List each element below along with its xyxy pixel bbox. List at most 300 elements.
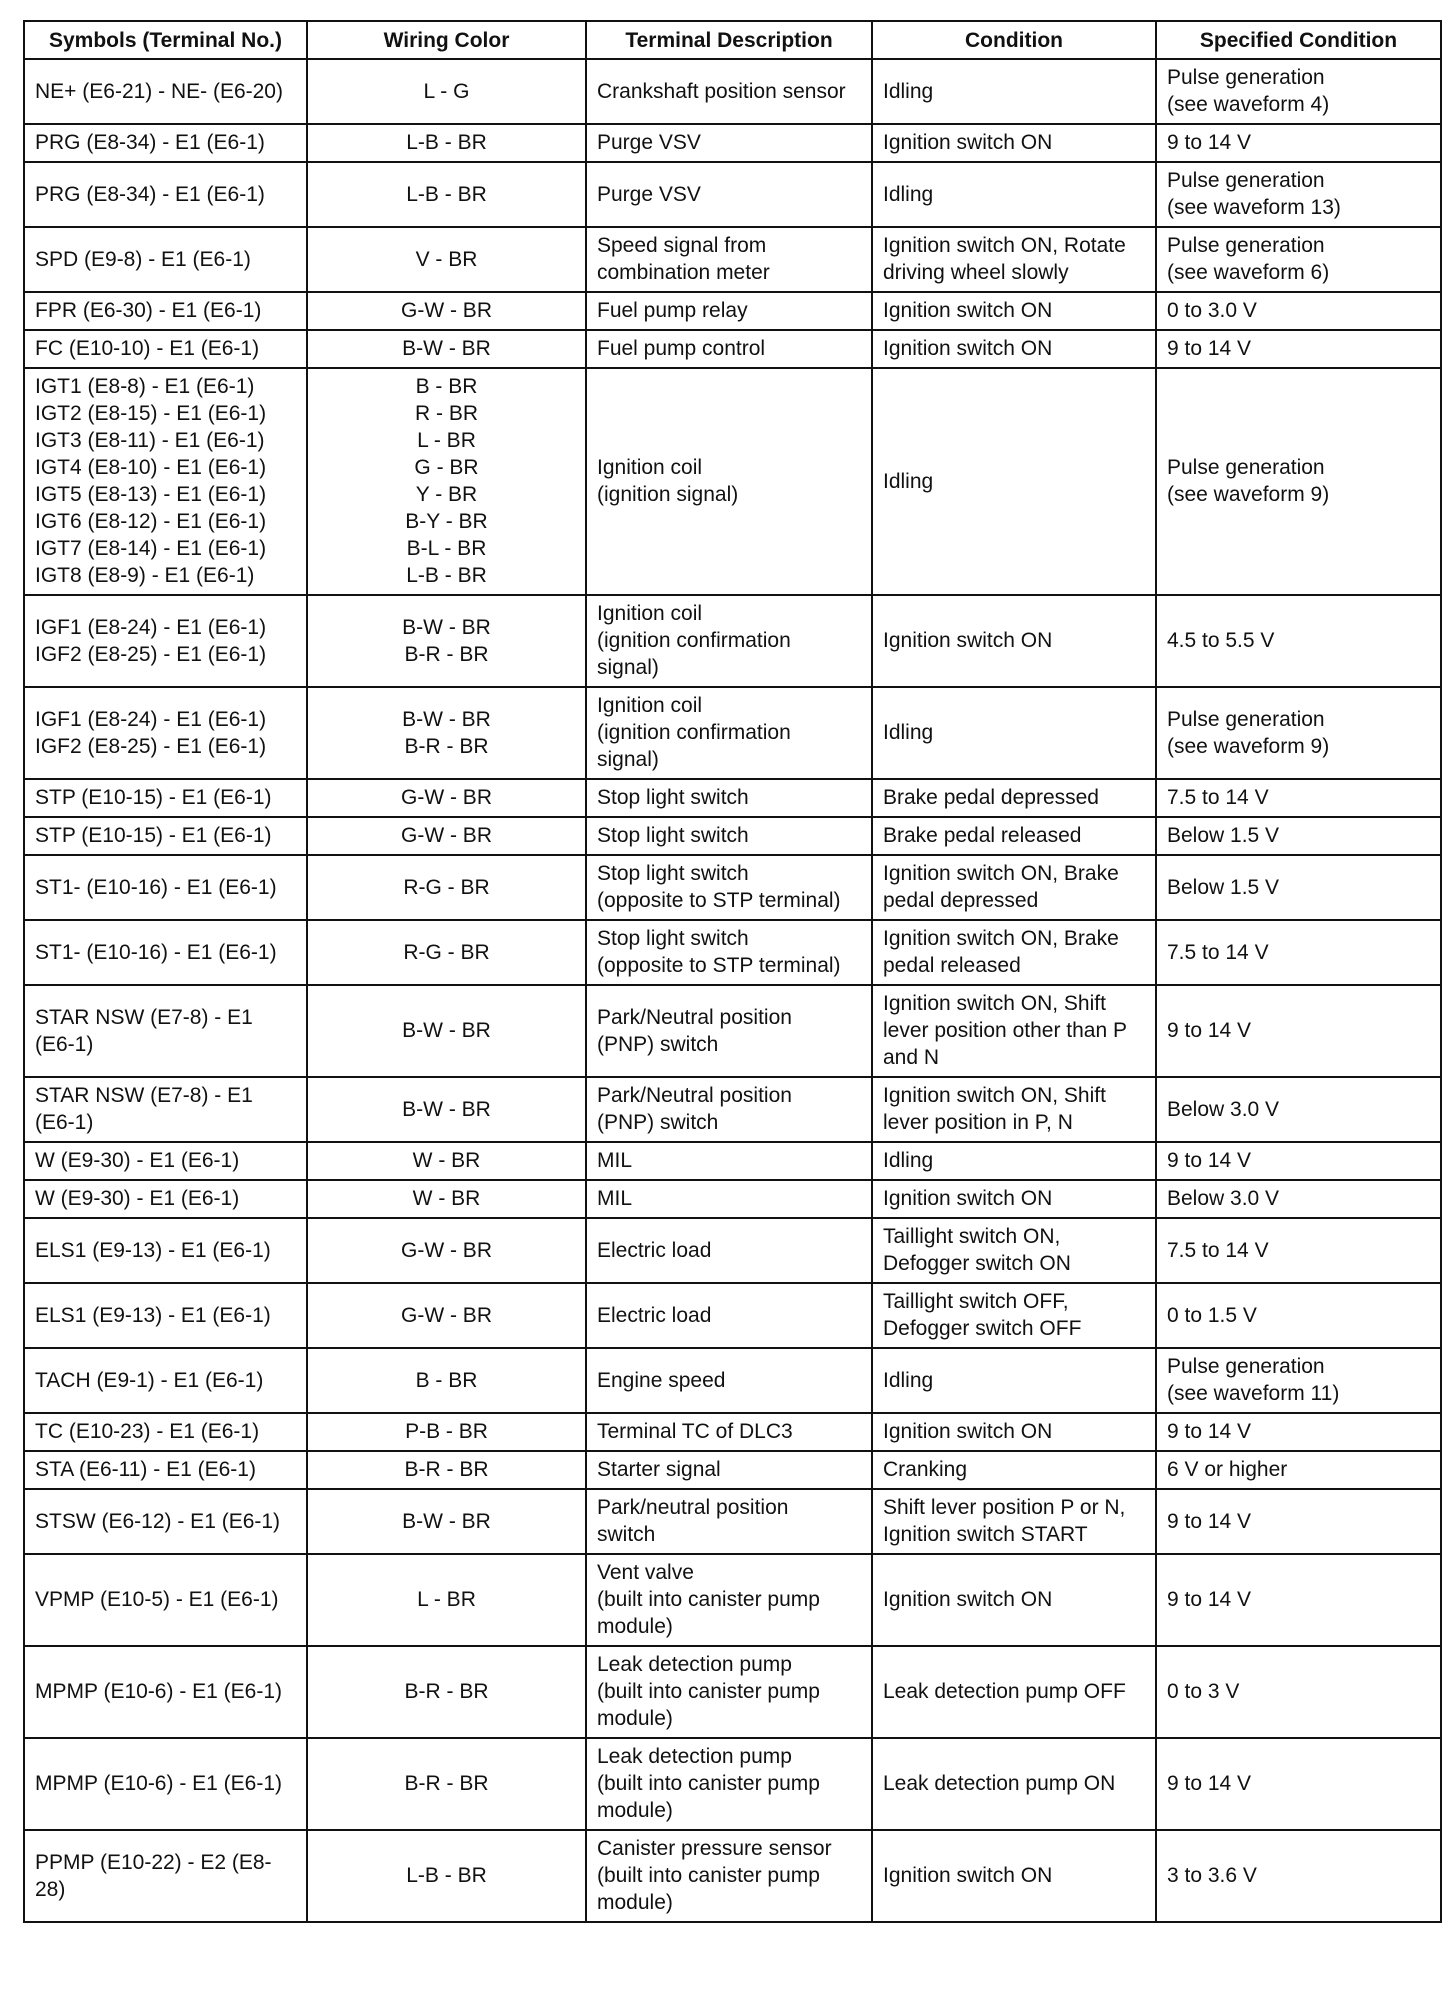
cell-terminal-description-line: (PNP) switch (597, 1032, 719, 1056)
cell-terminal-description-lines (597, 600, 861, 681)
table-row (24, 920, 1441, 985)
cell-wiring-color-line: B - BR (415, 1368, 478, 1392)
table-row (24, 855, 1441, 920)
table-row (24, 368, 1441, 595)
cell-condition-line: Cranking (883, 1458, 968, 1481)
cell-specified-condition-line: Below 3.0 V (1167, 1097, 1280, 1121)
cell-specified-condition-line: Pulse generation (1167, 169, 1325, 192)
table-row (24, 1646, 1441, 1738)
cell-wiring-color-lines (318, 1367, 575, 1394)
cell-symbol-lines (35, 129, 296, 156)
cell-wiring-color-lines (318, 874, 575, 901)
cell-wiring-color (307, 687, 586, 779)
cell-specified-condition (1156, 1451, 1441, 1489)
cell-condition-lines (883, 1678, 1145, 1705)
cell-symbol (24, 124, 307, 162)
table-row (24, 687, 1441, 779)
cell-condition-lines (883, 232, 1145, 286)
cell-terminal-description-lines (597, 1494, 861, 1548)
cell-wiring-color-line: B-W - BR (402, 1019, 491, 1042)
cell-condition (872, 1180, 1156, 1218)
cell-wiring-color (307, 330, 586, 368)
table-row (24, 1077, 1441, 1142)
cell-symbol (24, 1830, 307, 1922)
cell-terminal-description (586, 1554, 872, 1646)
cell-symbol-lines (35, 1004, 296, 1058)
cell-wiring-color-line: G-W - BR (401, 1238, 492, 1262)
cell-symbol-line: PRG (E8-34) - E1 (E6-1) (35, 131, 265, 154)
cell-wiring-color-line: B-W - BR (402, 615, 491, 639)
table-row (24, 1413, 1441, 1451)
cell-specified-condition (1156, 817, 1441, 855)
cell-specified-condition-line: 0 to 1.5 V (1167, 1303, 1257, 1327)
cell-specified-condition-lines (1167, 1456, 1430, 1483)
cell-condition-lines (883, 1185, 1145, 1212)
header-wiring-color: Wiring Color (307, 21, 586, 59)
cell-wiring-color-line: B-L - BR (406, 537, 487, 560)
cell-condition-lines (883, 627, 1145, 654)
cell-terminal-description-line: Terminal TC of DLC3 (597, 1420, 793, 1443)
cell-condition-lines (883, 1367, 1145, 1394)
cell-symbol-line: MPMP (E10-6) - E1 (E6-1) (35, 1680, 283, 1703)
cell-symbol-line: (E6-1) (35, 1032, 94, 1056)
cell-specified-condition (1156, 124, 1441, 162)
cell-symbol (24, 1142, 307, 1180)
cell-terminal-description-lines (597, 784, 861, 811)
cell-wiring-color (307, 779, 586, 817)
cell-symbol (24, 1218, 307, 1283)
cell-wiring-color-line: B-R - BR (404, 642, 489, 666)
cell-specified-condition-lines (1167, 129, 1430, 156)
cell-symbol (24, 595, 307, 687)
cell-terminal-description-lines (597, 1743, 861, 1824)
table-row (24, 595, 1441, 687)
table-body (24, 59, 1441, 1922)
cell-terminal-description-lines (597, 1302, 861, 1329)
cell-symbol-lines (35, 1237, 296, 1264)
cell-specified-condition-lines (1167, 1418, 1430, 1445)
cell-wiring-color (307, 1142, 586, 1180)
cell-symbol (24, 1489, 307, 1554)
cell-symbol-line: IGF2 (E8-25) - E1 (E6-1) (35, 734, 267, 758)
cell-symbol (24, 59, 307, 124)
cell-terminal-description (586, 1489, 872, 1554)
cell-terminal-description-line: Leak detection pump (597, 1745, 792, 1768)
cell-condition (872, 1077, 1156, 1142)
cell-terminal-description-line: (PNP) switch (597, 1111, 719, 1134)
cell-terminal-description-line: Electric load (597, 1238, 712, 1262)
cell-specified-condition-lines (1167, 297, 1430, 324)
cell-symbol-lines (35, 1185, 296, 1212)
cell-condition-lines (883, 860, 1145, 914)
cell-symbol-lines (35, 1770, 296, 1797)
cell-condition-line: Taillight switch OFF, (883, 1290, 1069, 1313)
cell-condition-lines (883, 181, 1145, 208)
cell-terminal-description (586, 1348, 872, 1413)
cell-terminal-description-line: Fuel pump relay (597, 299, 748, 322)
cell-condition-lines (883, 468, 1145, 495)
cell-terminal-description-lines (597, 129, 861, 156)
cell-terminal-description-line: Leak detection pump (597, 1653, 792, 1676)
cell-terminal-description-line: Purge VSV (597, 131, 701, 154)
cell-terminal-description-line: Stop light switch (597, 927, 749, 950)
cell-wiring-color-lines (318, 1185, 575, 1212)
cell-wiring-color-line: B-W - BR (402, 1097, 491, 1121)
cell-specified-condition-line: (see waveform 9) (1167, 483, 1330, 506)
header-condition: Condition (872, 21, 1156, 59)
cell-specified-condition-lines (1167, 1508, 1430, 1535)
cell-symbol-line: IGT2 (E8-15) - E1 (E6-1) (35, 402, 267, 425)
cell-symbol-lines (35, 1586, 296, 1613)
cell-wiring-color (307, 1738, 586, 1830)
cell-wiring-color (307, 124, 586, 162)
cell-terminal-description-lines (597, 232, 861, 286)
cell-condition (872, 1489, 1156, 1554)
cell-symbol-line: W (E9-30) - E1 (E6-1) (35, 1149, 240, 1172)
cell-symbol (24, 227, 307, 292)
cell-specified-condition (1156, 227, 1441, 292)
cell-terminal-description-lines (597, 1559, 861, 1640)
cell-condition-line: Shift lever position P or N, (883, 1496, 1126, 1519)
cell-condition (872, 1348, 1156, 1413)
cell-terminal-description-lines (597, 860, 861, 914)
cell-symbol (24, 1348, 307, 1413)
cell-wiring-color-line: G-W - BR (401, 1303, 492, 1327)
cell-symbol (24, 920, 307, 985)
cell-symbol-line: STP (E10-15) - E1 (E6-1) (35, 786, 272, 809)
cell-specified-condition (1156, 330, 1441, 368)
cell-specified-condition-line: 9 to 14 V (1167, 131, 1252, 154)
cell-condition (872, 1283, 1156, 1348)
cell-terminal-description-line: Ignition coil (597, 602, 703, 625)
cell-terminal-description-line: Speed signal from (597, 234, 767, 257)
cell-terminal-description (586, 1218, 872, 1283)
cell-terminal-description-lines (597, 925, 861, 979)
cell-terminal-description (586, 1077, 872, 1142)
cell-condition-line: lever position in P, N (883, 1111, 1073, 1134)
cell-condition-line: lever position other than P (883, 1019, 1127, 1042)
cell-symbol-line: IGF1 (E8-24) - E1 (E6-1) (35, 615, 267, 639)
cell-condition-line: Ignition switch ON, Shift (883, 992, 1106, 1015)
cell-wiring-color-lines (318, 1770, 575, 1797)
cell-condition (872, 330, 1156, 368)
table-row (24, 1738, 1441, 1830)
cell-terminal-description-lines (597, 335, 861, 362)
cell-terminal-description (586, 162, 872, 227)
cell-symbol-line: SPD (E9-8) - E1 (E6-1) (35, 247, 251, 271)
cell-specified-condition-line: 7.5 to 14 V (1167, 940, 1269, 964)
cell-specified-condition-lines (1167, 1017, 1430, 1044)
cell-condition-lines (883, 1862, 1145, 1889)
cell-wiring-color-line: L - BR (417, 1588, 476, 1611)
terminal-spec-table (23, 20, 1442, 1923)
table-row (24, 59, 1441, 124)
cell-condition-lines (883, 1770, 1145, 1797)
cell-terminal-description-line: module) (597, 1799, 673, 1822)
cell-wiring-color-lines (318, 1508, 575, 1535)
cell-specified-condition-line: 4.5 to 5.5 V (1167, 629, 1275, 652)
cell-symbol (24, 1077, 307, 1142)
cell-terminal-description-line: Engine speed (597, 1368, 726, 1392)
cell-condition-lines (883, 1456, 1145, 1483)
cell-symbol-lines (35, 874, 296, 901)
cell-condition-line: Ignition switch ON, Brake (883, 927, 1119, 950)
cell-condition-line: Ignition switch ON (883, 131, 1053, 154)
table-row (24, 1554, 1441, 1646)
cell-symbol-line: IGT5 (E8-13) - E1 (E6-1) (35, 483, 267, 506)
cell-wiring-color-line: B-W - BR (402, 707, 491, 731)
cell-specified-condition-line: (see waveform 9) (1167, 734, 1330, 758)
cell-condition (872, 920, 1156, 985)
cell-specified-condition-lines (1167, 939, 1430, 966)
cell-condition-line: Defogger switch OFF (883, 1317, 1082, 1340)
cell-condition-lines (883, 1288, 1145, 1342)
cell-specified-condition (1156, 1830, 1441, 1922)
cell-terminal-description (586, 855, 872, 920)
cell-symbol-line: W (E9-30) - E1 (E6-1) (35, 1187, 240, 1210)
cell-wiring-color-lines (318, 1017, 575, 1044)
cell-condition-lines (883, 719, 1145, 746)
cell-specified-condition-line: 7.5 to 14 V (1167, 1238, 1269, 1262)
cell-condition-lines (883, 1586, 1145, 1613)
cell-symbol-lines (35, 1302, 296, 1329)
cell-symbol-lines (35, 78, 296, 105)
cell-symbol-lines (35, 1147, 296, 1174)
cell-symbol-line: ELS1 (E9-13) - E1 (E6-1) (35, 1238, 271, 1262)
cell-terminal-description-lines (597, 1237, 861, 1264)
cell-condition (872, 1413, 1156, 1451)
cell-specified-condition (1156, 1142, 1441, 1180)
table-row (24, 227, 1441, 292)
cell-specified-condition (1156, 1077, 1441, 1142)
cell-wiring-color (307, 985, 586, 1077)
cell-wiring-color-lines (318, 1456, 575, 1483)
cell-condition (872, 855, 1156, 920)
cell-symbol (24, 330, 307, 368)
cell-specified-condition (1156, 1738, 1441, 1830)
cell-condition-line: pedal depressed (883, 889, 1039, 912)
cell-specified-condition-line: 9 to 14 V (1167, 1509, 1252, 1533)
cell-wiring-color (307, 595, 586, 687)
cell-symbol-lines (35, 246, 296, 273)
cell-specified-condition-lines (1167, 454, 1430, 508)
cell-specified-condition-line: 9 to 14 V (1167, 1420, 1252, 1443)
cell-symbol-lines (35, 706, 296, 760)
cell-symbol-lines (35, 297, 296, 324)
cell-wiring-color-line: B-R - BR (404, 1458, 489, 1481)
cell-wiring-color (307, 1489, 586, 1554)
cell-symbol-line: STSW (E6-12) - E1 (E6-1) (35, 1509, 281, 1533)
cell-specified-condition-lines (1167, 627, 1430, 654)
cell-symbol-lines (35, 373, 296, 589)
table-row (24, 985, 1441, 1077)
cell-specified-condition-line: 6 V or higher (1167, 1458, 1288, 1481)
cell-condition-line: Brake pedal depressed (883, 786, 1099, 809)
cell-symbol (24, 1451, 307, 1489)
cell-specified-condition-line: 9 to 14 V (1167, 1772, 1252, 1795)
cell-symbol-line: IGF2 (E8-25) - E1 (E6-1) (35, 642, 267, 666)
cell-condition (872, 124, 1156, 162)
cell-condition-lines (883, 925, 1145, 979)
cell-condition-lines (883, 990, 1145, 1071)
cell-terminal-description-lines (597, 181, 861, 208)
cell-wiring-color-lines (318, 335, 575, 362)
cell-condition (872, 817, 1156, 855)
cell-terminal-description (586, 124, 872, 162)
cell-symbol-line: IGT7 (E8-14) - E1 (E6-1) (35, 537, 267, 560)
cell-specified-condition-line: Below 1.5 V (1167, 824, 1280, 847)
cell-condition-line: pedal released (883, 954, 1021, 977)
cell-wiring-color-lines (318, 78, 575, 105)
cell-terminal-description-line: Stop light switch (597, 786, 749, 809)
cell-terminal-description-lines (597, 822, 861, 849)
cell-terminal-description-lines (597, 1147, 861, 1174)
cell-condition-line: Ignition switch ON, Shift (883, 1084, 1106, 1107)
cell-condition-line: and N (883, 1046, 940, 1069)
cell-wiring-color-lines (318, 822, 575, 849)
cell-specified-condition (1156, 162, 1441, 227)
cell-wiring-color-lines (318, 1302, 575, 1329)
cell-condition (872, 1218, 1156, 1283)
cell-condition-line: Taillight switch ON, (883, 1225, 1061, 1248)
cell-wiring-color-line: G-W - BR (401, 299, 492, 322)
cell-symbol-line: NE+ (E6-21) - NE- (E6-20) (35, 79, 283, 103)
cell-wiring-color (307, 1348, 586, 1413)
cell-terminal-description-lines (597, 692, 861, 773)
cell-terminal-description-line: Fuel pump control (597, 337, 766, 360)
cell-wiring-color-line: R-G - BR (403, 940, 490, 964)
cell-specified-condition-lines (1167, 1147, 1430, 1174)
cell-condition (872, 1830, 1156, 1922)
table-row (24, 779, 1441, 817)
cell-terminal-description-lines (597, 78, 861, 105)
cell-condition-line: Ignition switch ON (883, 1864, 1053, 1887)
cell-specified-condition (1156, 779, 1441, 817)
cell-wiring-color-lines (318, 784, 575, 811)
cell-wiring-color (307, 1646, 586, 1738)
cell-wiring-color-line: W - BR (412, 1149, 481, 1172)
cell-condition-lines (883, 297, 1145, 324)
table-row (24, 1348, 1441, 1413)
table-row (24, 1218, 1441, 1283)
cell-specified-condition (1156, 1413, 1441, 1451)
cell-terminal-description-line: (built into canister pump (597, 1588, 820, 1611)
cell-wiring-color-lines (318, 1147, 575, 1174)
cell-specified-condition-line: 9 to 14 V (1167, 1588, 1252, 1611)
cell-symbol-lines (35, 1082, 296, 1136)
cell-symbol (24, 855, 307, 920)
cell-terminal-description-line: Canister pressure sensor (597, 1837, 832, 1860)
cell-wiring-color-lines (318, 939, 575, 966)
cell-wiring-color-line: V - BR (415, 247, 478, 271)
cell-condition-line: Ignition switch ON (883, 337, 1053, 360)
cell-specified-condition-lines (1167, 1185, 1430, 1212)
cell-condition-lines (883, 822, 1145, 849)
table-row (24, 817, 1441, 855)
cell-condition (872, 162, 1156, 227)
cell-symbol-line: PRG (E8-34) - E1 (E6-1) (35, 182, 265, 206)
cell-terminal-description (586, 985, 872, 1077)
cell-specified-condition (1156, 1283, 1441, 1348)
cell-wiring-color-lines (318, 297, 575, 324)
terminal-spec-document (23, 20, 1440, 1923)
header-symbols: Symbols (Terminal No.) (24, 21, 307, 59)
cell-specified-condition-lines (1167, 706, 1430, 760)
cell-terminal-description-line: MIL (597, 1187, 633, 1210)
cell-specified-condition-lines (1167, 1096, 1430, 1123)
cell-specified-condition-line: Pulse generation (1167, 456, 1325, 479)
cell-symbol-lines (35, 1678, 296, 1705)
cell-wiring-color-line: G - BR (414, 456, 479, 479)
cell-specified-condition-line: Pulse generation (1167, 1355, 1325, 1378)
cell-wiring-color-line: L-B - BR (406, 131, 487, 154)
cell-condition (872, 779, 1156, 817)
cell-symbol (24, 779, 307, 817)
cell-specified-condition (1156, 1554, 1441, 1646)
cell-symbol-line: STAR NSW (E7-8) - E1 (35, 1005, 253, 1029)
cell-symbol (24, 1413, 307, 1451)
cell-condition (872, 292, 1156, 330)
cell-condition-line: Defogger switch ON (883, 1252, 1071, 1275)
cell-specified-condition-line: (see waveform 11) (1167, 1382, 1340, 1405)
cell-condition-line: Leak detection pump ON (883, 1772, 1116, 1795)
cell-specified-condition-lines (1167, 1302, 1430, 1329)
cell-symbol (24, 687, 307, 779)
cell-symbol (24, 368, 307, 595)
cell-wiring-color-line: L-B - BR (406, 182, 487, 206)
cell-condition-lines (883, 78, 1145, 105)
cell-symbol (24, 985, 307, 1077)
cell-condition-line: Ignition switch ON (883, 1420, 1053, 1443)
cell-specified-condition (1156, 920, 1441, 985)
cell-terminal-description (586, 1413, 872, 1451)
cell-symbol-line: IGT1 (E8-8) - E1 (E6-1) (35, 375, 255, 398)
table-row (24, 330, 1441, 368)
cell-terminal-description-lines (597, 1185, 861, 1212)
cell-wiring-color (307, 162, 586, 227)
cell-specified-condition (1156, 368, 1441, 595)
cell-symbol-line: ELS1 (E9-13) - E1 (E6-1) (35, 1303, 271, 1327)
cell-terminal-description (586, 595, 872, 687)
cell-condition-line: Leak detection pump OFF (883, 1680, 1126, 1703)
cell-symbol-line: IGT3 (E8-11) - E1 (E6-1) (35, 429, 265, 452)
cell-terminal-description-line: MIL (597, 1149, 633, 1172)
cell-terminal-description (586, 1646, 872, 1738)
cell-terminal-description-line: (built into canister pump (597, 1680, 820, 1703)
cell-wiring-color-lines (318, 1586, 575, 1613)
cell-specified-condition-line: Pulse generation (1167, 234, 1325, 257)
cell-specified-condition-line: Pulse generation (1167, 707, 1325, 731)
cell-wiring-color-line: L - G (423, 79, 470, 103)
cell-specified-condition (1156, 1218, 1441, 1283)
cell-terminal-description (586, 920, 872, 985)
cell-wiring-color-lines (318, 1237, 575, 1264)
cell-specified-condition-lines (1167, 335, 1430, 362)
cell-condition (872, 595, 1156, 687)
cell-wiring-color-lines (318, 373, 575, 589)
cell-terminal-description (586, 1180, 872, 1218)
table-row (24, 124, 1441, 162)
cell-condition-line: Ignition switch ON, Brake (883, 862, 1119, 885)
cell-specified-condition-line: Below 3.0 V (1167, 1187, 1280, 1210)
cell-condition-lines (883, 129, 1145, 156)
cell-terminal-description-line: module) (597, 1891, 673, 1914)
cell-symbol-line: TC (E10-23) - E1 (E6-1) (35, 1420, 260, 1443)
cell-condition-line: Ignition switch ON (883, 299, 1053, 322)
cell-condition (872, 59, 1156, 124)
cell-terminal-description (586, 817, 872, 855)
header-specified-condition: Specified Condition (1156, 21, 1441, 59)
